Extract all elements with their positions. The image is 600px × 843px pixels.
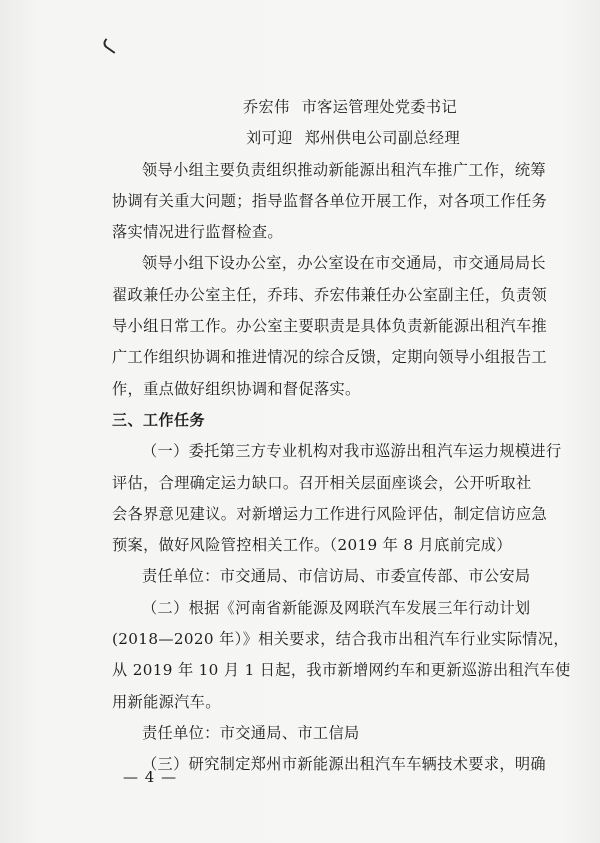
section-heading: 三、工作任务 [112,410,206,429]
member-role: 市客运管理处党委书记 [301,98,457,116]
task-line: (2018—2020 年）》相关要求，结合我市出租汽车行业实际情况， [112,630,569,649]
paragraph-line: 广工作组织协调和推进情况的综合反馈，定期向领导小组报告工 [112,348,548,367]
task-line: （二）根据《河南省新能源及网联汽车发展三年行动计划 [142,598,531,617]
responsible-units: 责任单位：市交通局、市工信局 [142,723,360,742]
task-line: 评估，合理确定运力缺口。召开相关层面座谈会，公开听取社 [112,473,532,492]
task-line: 用新能源汽车。 [112,692,221,711]
paragraph-line: 领导小组下设办公室，办公室设在市交通局，市交通局局长 [142,254,546,273]
member-row [112,92,518,123]
paragraph-line: 导小组日常工作。办公室主要职责是具体负责新能源出租汽车推 [112,317,548,336]
task-line: （三）研究制定郑州市新能源出租汽车车辆技术要求，明确 [142,755,546,774]
member-name: 乔宏伟 [243,98,290,116]
task-line: 会各界意见建议。对新增运力工作进行风险评估，制定信访应急 [112,504,548,523]
task-line: 从 2019 年 10 月 1 日起，我市新增网约车和更新巡游出租汽车使 [112,661,571,680]
document-body [112,92,571,781]
paragraph-line: 协调有关重大问题；指导监督各单位开展工作，对各项工作任务 [112,191,548,210]
paragraph-line: 作，重点做好组织协调和督促落实。 [112,379,361,398]
paragraph-line: 领导小组主要负责组织推动新能源出租汽车推广工作，统筹 [142,160,546,179]
member-row [112,123,518,154]
page-number: — 4 — [123,768,178,786]
task-line: （一）委托第三方专业机构对我市巡游出租汽车运力规模进行 [142,442,562,461]
paragraph-line: 翟政兼任办公室主任，乔玮、乔宏伟兼任办公室副主任，负责领 [112,285,548,304]
responsible-units: 责任单位：市交通局、市信访局、市委宣传部、市公安局 [142,567,531,586]
paragraph-line: 落实情况进行监督检查。 [112,223,283,242]
member-name: 刘可迎 [246,129,293,148]
scan-artifact-mark [101,38,119,54]
task-line: 预案，做好风险管控相关工作。（2019 年 8 月底前完成） [112,536,512,555]
member-role: 郑州供电公司副总经理 [304,129,460,148]
